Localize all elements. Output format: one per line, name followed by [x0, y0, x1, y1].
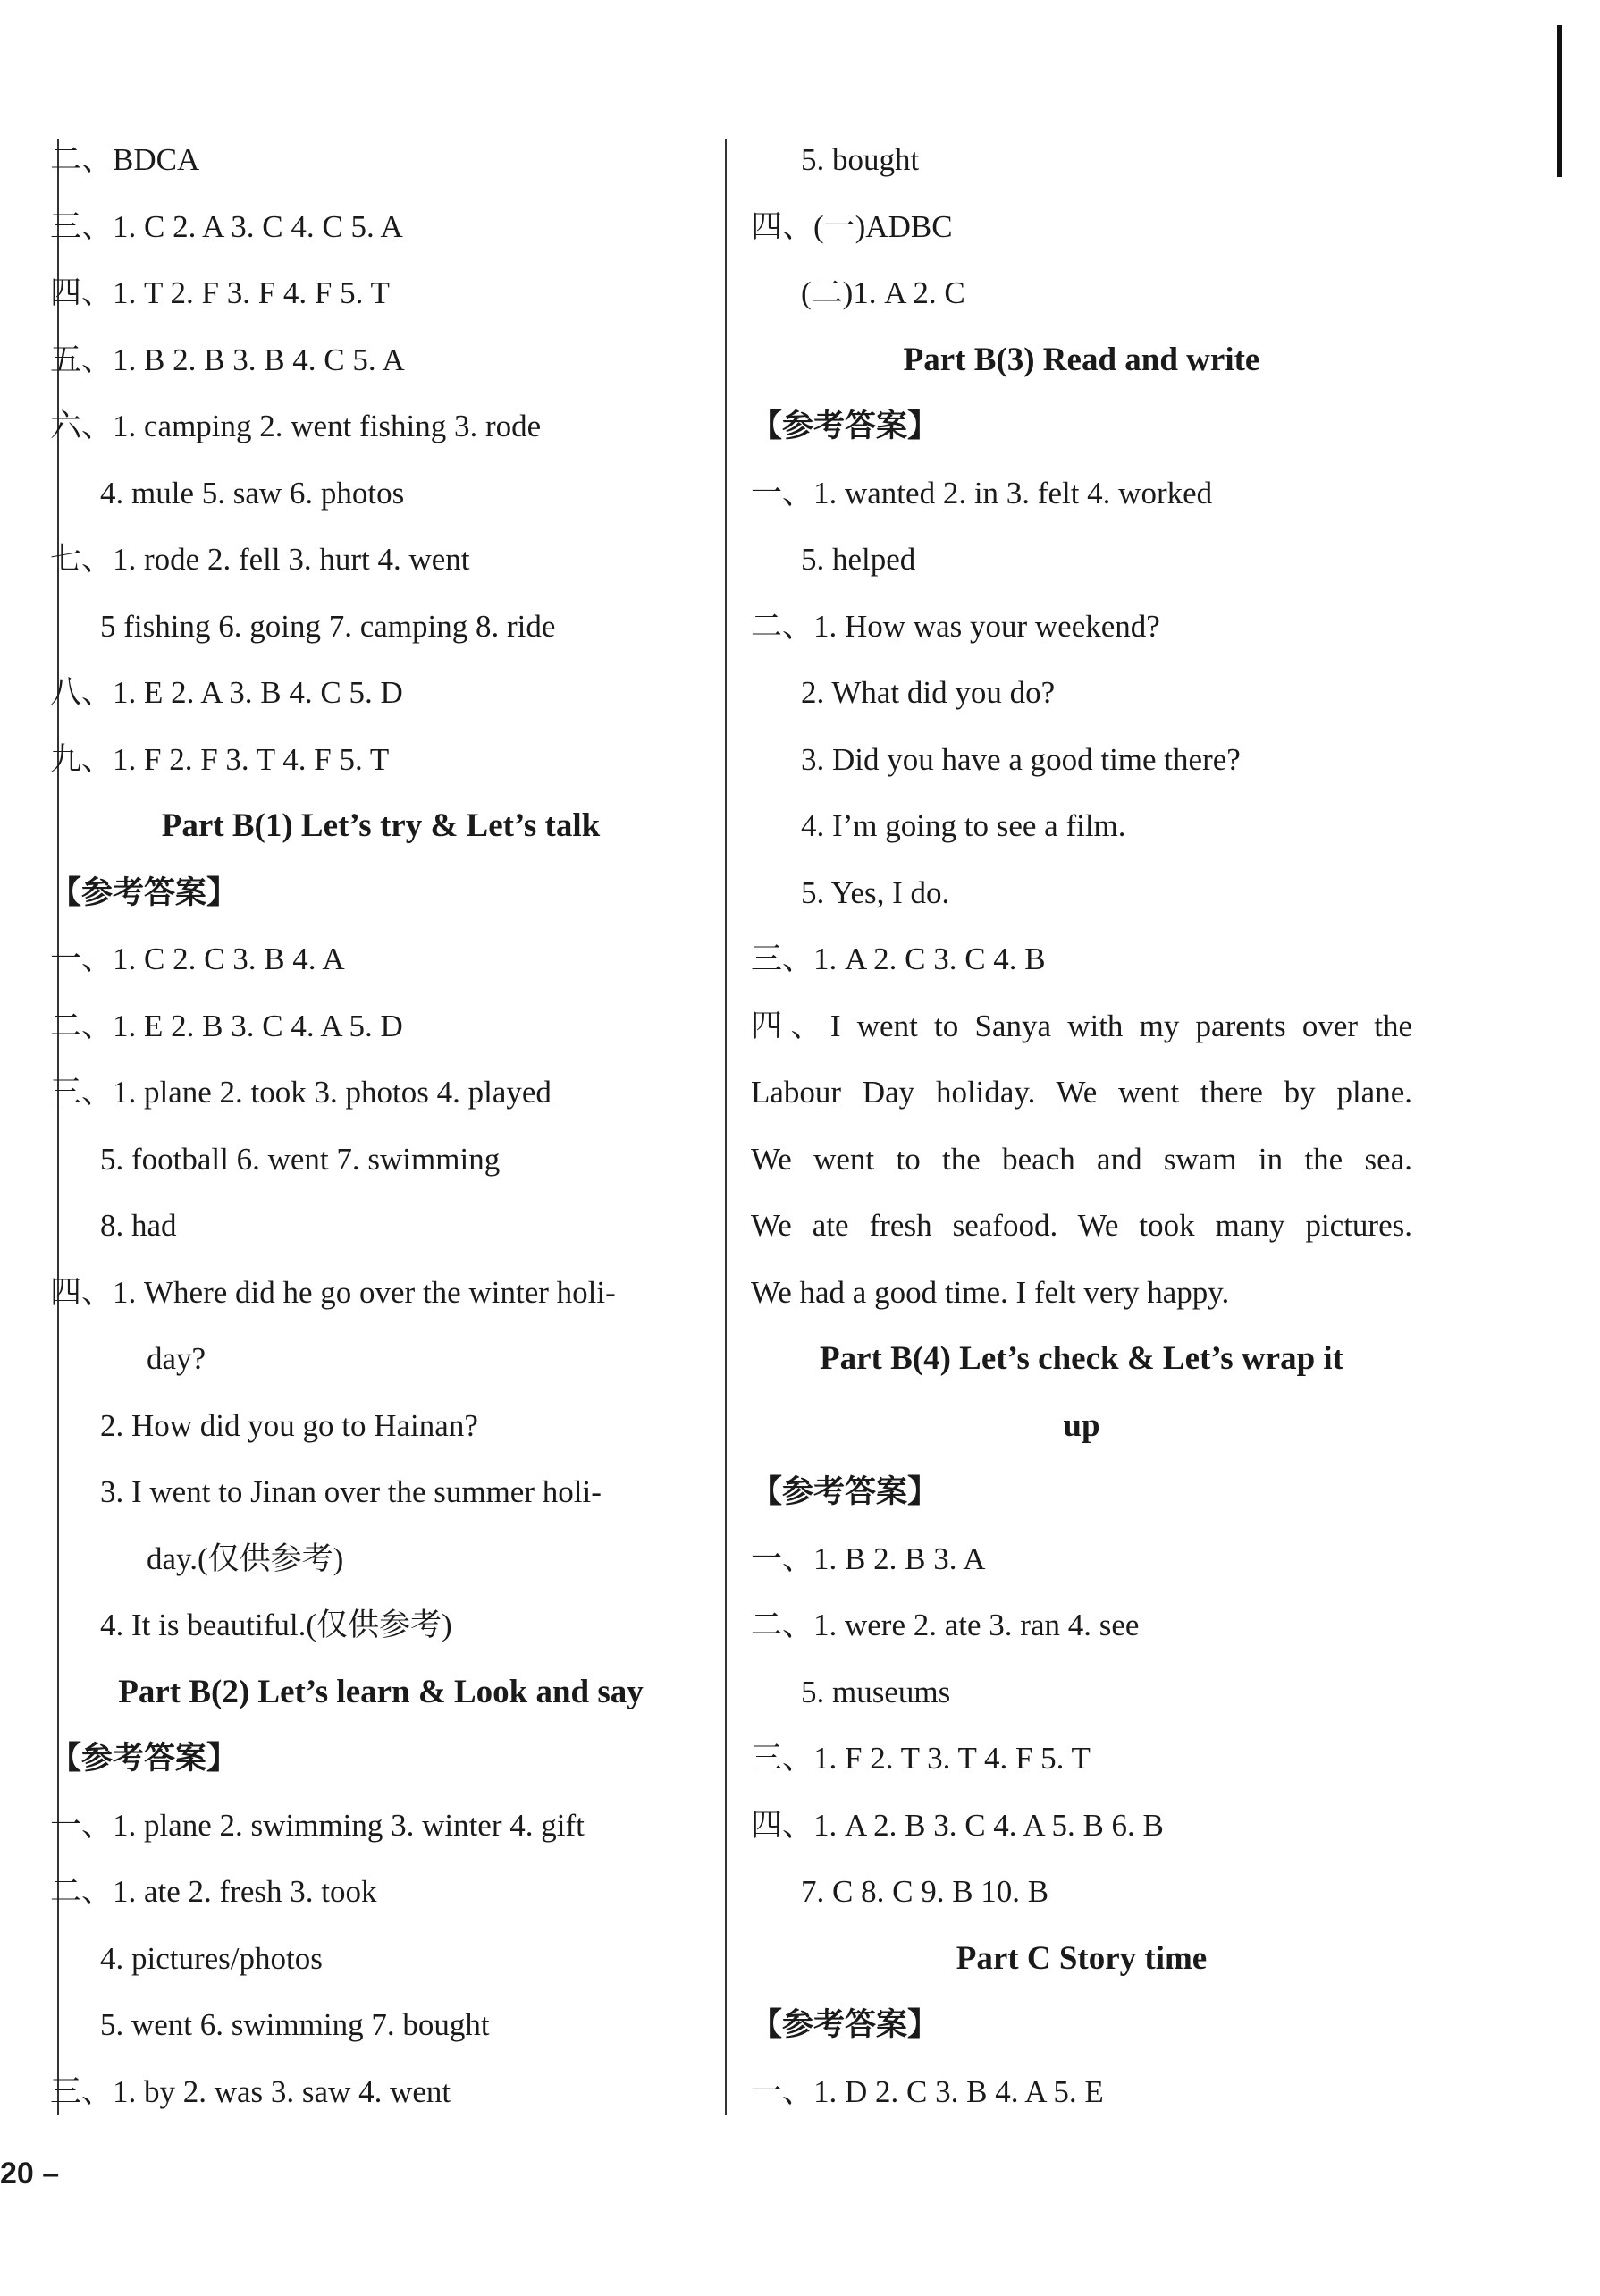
answer-line: 5. museums [801, 1674, 951, 1709]
answer-line: 六、1. camping 2. went fishing 3. rode [50, 409, 542, 443]
answer-line: 四、I went to Sanya with my parents over the [751, 1008, 1412, 1043]
reference-answer-label: 【参考答案】 [751, 2007, 939, 2042]
answer-line: 三、1. plane 2. took 3. photos 4. played [50, 1075, 552, 1110]
answer-line: 一、1. plane 2. swimming 3. winter 4. gift [50, 1807, 585, 1843]
page-edge-rule [1557, 25, 1562, 177]
answer-line: 二、1. ate 2. fresh 3. took [50, 1874, 377, 1909]
answer-line: 三、1. A 2. C 3. C 4. B [751, 941, 1046, 976]
answer-line: 九、1. F 2. F 3. T 4. F 5. T [50, 741, 390, 777]
right-column [751, 127, 1412, 2125]
reference-answer-label: 【参考答案】 [50, 1741, 239, 1776]
answer-line: 5. bought [801, 142, 920, 177]
answer-line: 5 fishing 6. going 7. camping 8. ride [100, 608, 556, 644]
answer-line: 4. mule 5. saw 6. photos [100, 475, 405, 511]
answer-line: day? [147, 1341, 206, 1376]
answer-line: 一、1. C 2. C 3. B 4. A [50, 941, 345, 976]
answer-line: 七、1. rode 2. fell 3. hurt 4. went [50, 542, 470, 577]
answer-line: 4. It is beautiful.(仅供参考) [100, 1608, 452, 1642]
answer-line: 五、1. B 2. B 3. B 4. C 5. A [50, 342, 405, 377]
answer-line: (二)1. A 2. C [801, 275, 965, 310]
answer-line: 8. had [100, 1208, 177, 1243]
answer-line: 三、1. by 2. was 3. saw 4. went [50, 2073, 451, 2109]
answer-line: 4. I’m going to see a film. [801, 808, 1126, 843]
answer-line: 一、1. D 2. C 3. B 4. A 5. E [751, 2073, 1104, 2109]
answer-line: day.(仅供参考) [147, 1541, 344, 1576]
answer-line: 5. helped [801, 542, 916, 577]
answer-line: 二、BDCA [50, 142, 200, 177]
section-heading: Part B(3) Read and write [903, 341, 1260, 378]
reference-answer-label: 【参考答案】 [751, 1474, 939, 1509]
answer-line: 5. Yes, I do. [801, 874, 950, 910]
answer-line: 一、1. wanted 2. in 3. felt 4. worked [751, 475, 1213, 511]
answer-line: 5. football 6. went 7. swimming [100, 1141, 501, 1177]
section-heading: Part B(4) Let’s check & Let’s wrap it [819, 1340, 1344, 1377]
answer-line: We ate fresh seafood. We took many pictures. [751, 1208, 1412, 1243]
section-heading: up [1063, 1406, 1100, 1444]
column-divider-rule [725, 139, 727, 2115]
answer-line: 4. pictures/photos [100, 1940, 323, 1976]
answer-line: 7. C 8. C 9. B 10. B [801, 1874, 1049, 1909]
left-column [50, 127, 712, 2125]
answer-line: 四、1. A 2. B 3. C 4. A 5. B 6. B [751, 1807, 1164, 1843]
answer-line: 5. went 6. swimming 7. bought [100, 2007, 490, 2042]
reference-answer-label: 【参考答案】 [751, 409, 939, 443]
answer-line: 八、1. E 2. A 3. B 4. C 5. D [50, 675, 403, 710]
answer-line: 三、1. C 2. A 3. C 4. C 5. A [50, 208, 403, 244]
reference-answer-label: 【参考答案】 [50, 874, 239, 910]
answer-line: 二、1. How was your weekend? [751, 608, 1160, 644]
answer-line: 四、(一)ADBC [751, 208, 953, 244]
section-heading: Part B(2) Let’s learn & Look and say [118, 1673, 644, 1710]
answer-line: 四、1. Where did he go over the winter holi- [50, 1274, 616, 1310]
answer-line: 二、1. E 2. B 3. C 4. A 5. D [50, 1008, 403, 1043]
section-heading: Part C Story time [956, 1939, 1208, 1977]
answer-line: 3. I went to Jinan over the summer holi- [100, 1474, 602, 1509]
answer-line: 2. What did you do? [801, 675, 1056, 710]
page-number: 20 – [0, 2157, 60, 2190]
answer-line: 一、1. B 2. B 3. A [751, 1541, 986, 1576]
answer-line: 二、1. were 2. ate 3. ran 4. see [751, 1608, 1140, 1642]
answer-line: 2. How did you go to Hainan? [100, 1407, 478, 1443]
answer-line: Labour Day holiday. We went there by plane. [751, 1075, 1412, 1110]
answer-line: 四、1. T 2. F 3. F 4. F 5. T [50, 275, 390, 310]
section-heading: Part B(1) Let’s try & Let’s talk [161, 807, 601, 844]
answer-line: We had a good time. I felt very happy. [751, 1274, 1230, 1310]
answer-line: We went to the beach and swam in the sea. [751, 1141, 1412, 1177]
answer-line: 3. Did you have a good time there? [801, 741, 1241, 777]
answer-line: 三、1. F 2. T 3. T 4. F 5. T [751, 1741, 1091, 1776]
